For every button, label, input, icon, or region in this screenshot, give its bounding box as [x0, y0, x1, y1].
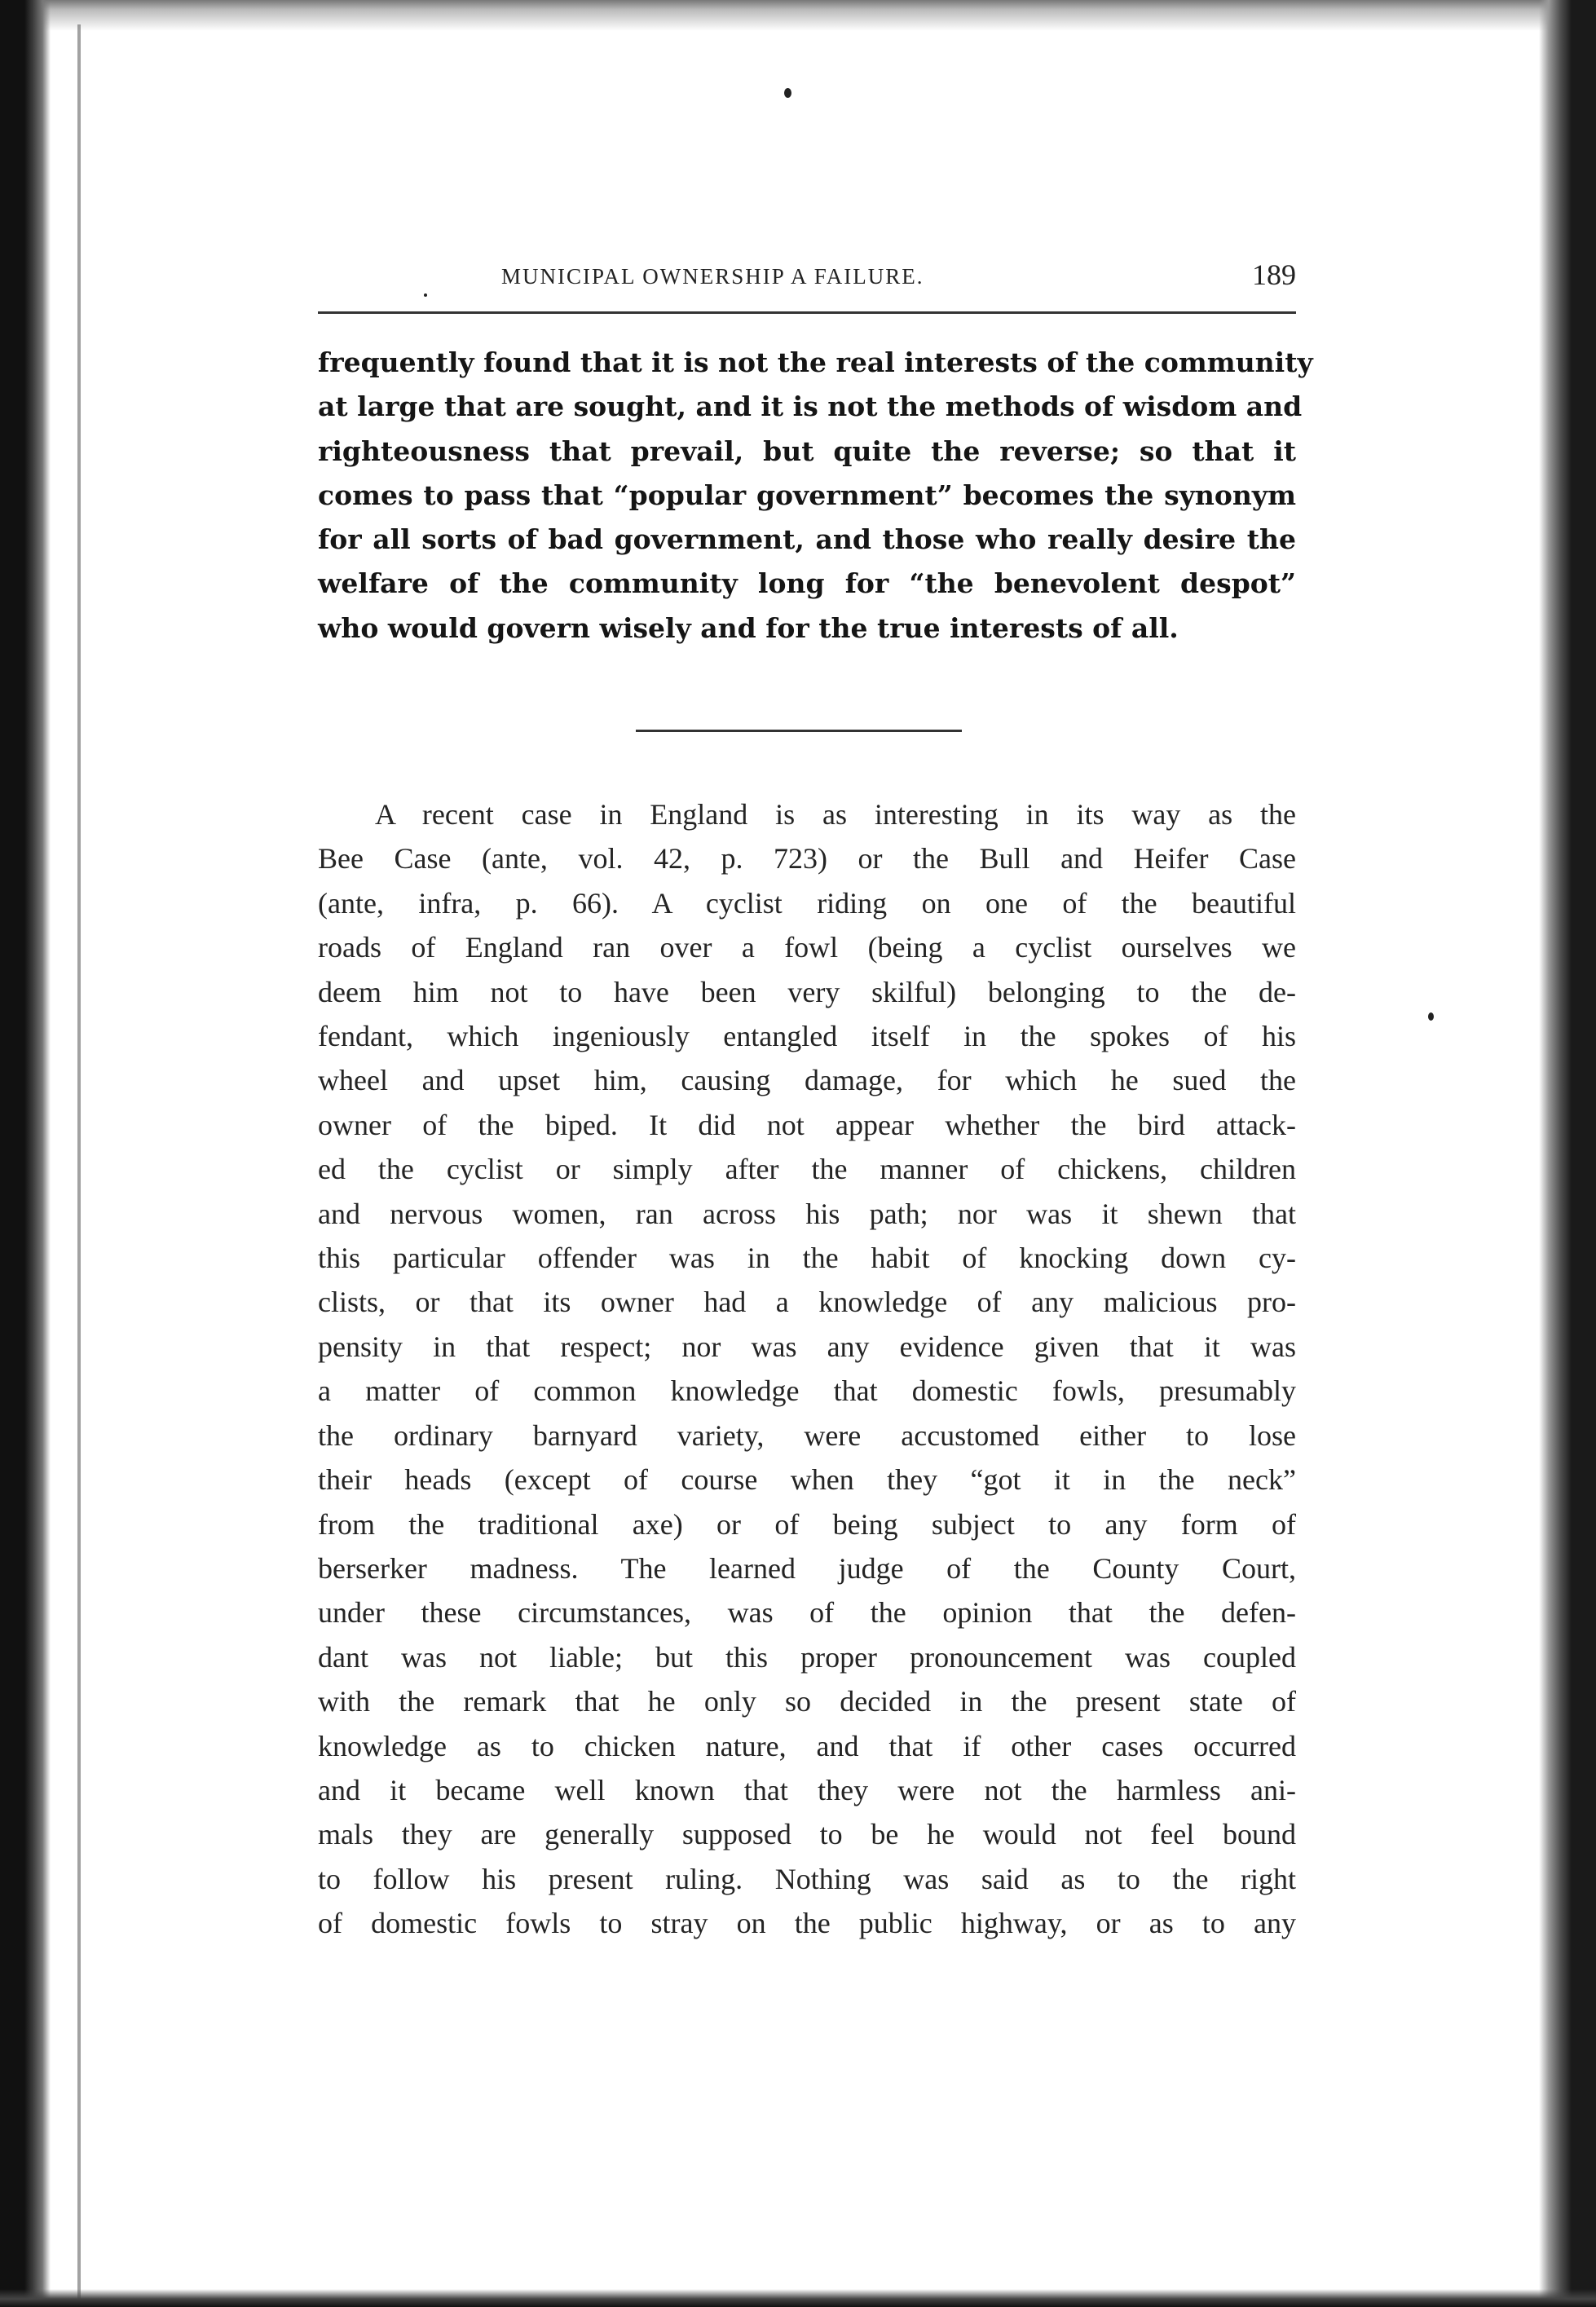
text-line: a matter of common knowledge that domestic fowls, presumably [318, 1374, 1296, 1408]
text-line: deem him not to have been very skilful) belonging to the de- [318, 975, 1296, 1008]
header-rule [318, 311, 1296, 314]
text-line: with the remark that he only so decided in the present state of [318, 1685, 1296, 1718]
text-line: berserker madness. The learned judge of the County Court, [318, 1551, 1296, 1585]
text-line: for all sorts of bad government, and those who really desire the [318, 523, 1296, 556]
ink-speck [784, 88, 791, 98]
text-line: who would govern wisely and for the true interests of all. [318, 611, 1179, 644]
text-line: from the traditional axe) or of being subject to any form of [318, 1507, 1296, 1541]
text-line: and nervous women, ran across his path; nor was it shewn that [318, 1197, 1296, 1230]
text-line: comes to pass that “popular government” becomes the synonym [318, 479, 1296, 511]
text-line: under these circumstances, was of the opinion that the defen- [318, 1596, 1296, 1630]
scan-edge-bottom [0, 2289, 1596, 2307]
text-line: and it became well known that they were not the harmless ani- [318, 1773, 1296, 1806]
text-line: clists, or that its owner had a knowledge of any malicious pro- [318, 1286, 1296, 1319]
text-line: dant was not liable; but this proper pronouncement was coupled [318, 1640, 1296, 1674]
text-line: mals they are generally supposed to be he would not feel bound [318, 1818, 1296, 1851]
text-line: (ante, infra, p. 66). A cyclist riding on one of the beautiful [318, 886, 1296, 920]
text-line: Bee Case (ante, vol. 42, p. 723) or the Bull and Heifer Case [318, 842, 1296, 876]
ink-speck [1428, 1012, 1434, 1021]
scan-edge-right [1539, 0, 1596, 2307]
scan-edge-left [0, 0, 51, 2307]
text-line: pensity in that respect; nor was any evidence given that it was [318, 1330, 1296, 1363]
text-line: wheel and upset him, causing damage, for which he sued the [318, 1064, 1296, 1097]
text-line: of domestic fowls to stray on the public highway, or as to any [318, 1907, 1296, 1940]
text-line: fendant, which ingeniously entangled itself in the spokes of his [318, 1020, 1296, 1053]
lower-paragraph [318, 792, 1296, 1946]
text-line: at large that are sought, and it is not the methods of wisdom and [318, 390, 1303, 423]
scan-fold-line [77, 24, 81, 2307]
text-line: frequently found that it is not the real interests of the community [318, 346, 1313, 378]
scan-edge-top [0, 0, 1596, 31]
text-line: welfare of the community long for “the benevolent despot” [318, 567, 1296, 600]
upper-paragraph [318, 341, 1313, 651]
text-line: the ordinary barnyard variety, were accustomed either to lose [318, 1418, 1296, 1452]
running-header [318, 258, 1296, 298]
text-line: to follow his present ruling. Nothing was said as to the right [318, 1862, 1296, 1895]
page-number: 189 [1252, 258, 1296, 291]
text-line: owner of the biped. It did not appear whether the bird attack- [318, 1108, 1296, 1141]
text-line: ed the cyclist or simply after the manner of chickens, children [318, 1153, 1296, 1186]
text-line: A recent case in England is as interesting in its way as the [375, 798, 1296, 831]
section-divider [636, 730, 962, 732]
text-line: knowledge as to chicken nature, and that if other cases occurred [318, 1729, 1296, 1762]
text-line: righteousness that prevail, but quite the reverse; so that it [318, 434, 1296, 467]
text-line: their heads (except of course when they “got it in the neck” [318, 1463, 1296, 1497]
running-title: MUNICIPAL OWNERSHIP A FAILURE. [501, 264, 924, 289]
text-line: roads of England ran over a fowl (being a cyclist ourselves we [318, 931, 1296, 964]
text-line: this particular offender was in the habit of knocking down cy- [318, 1242, 1296, 1275]
